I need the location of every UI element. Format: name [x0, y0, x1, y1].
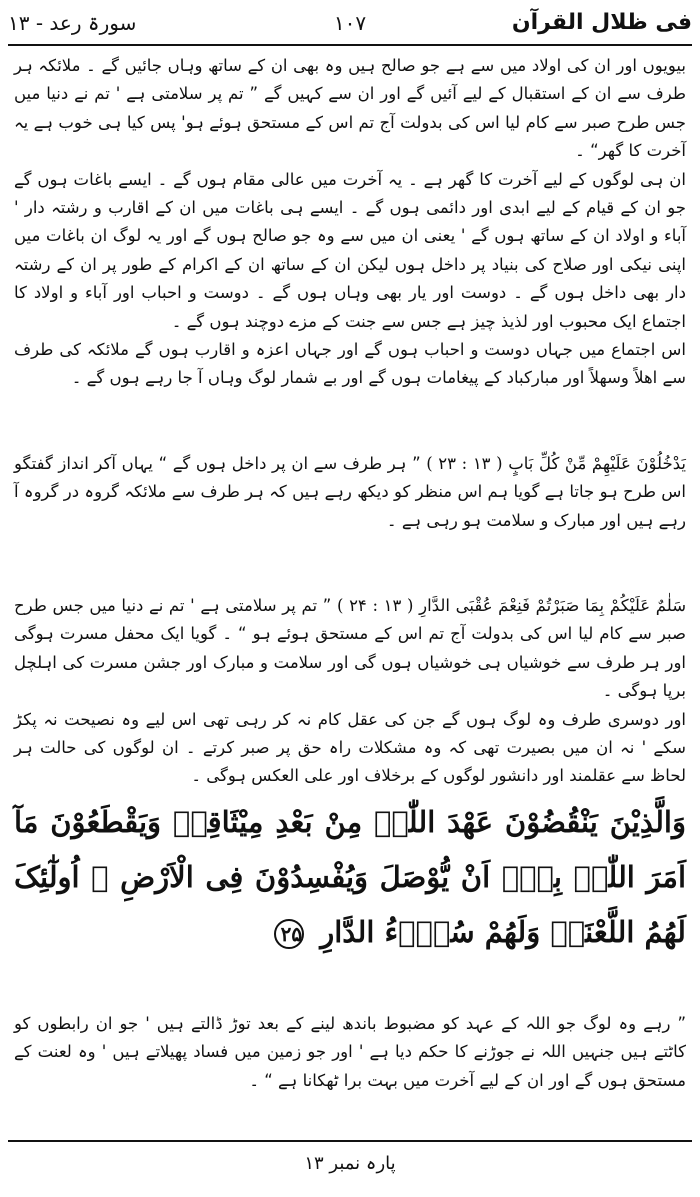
- commentary-verse-23: [14, 450, 686, 535]
- paragraph-verse-24: [14, 592, 686, 706]
- surah-label: سورۃ رعد - ۱۳: [8, 11, 137, 35]
- verse-24-ref: ( ۱۳ : ۲۴ ): [336, 596, 414, 615]
- page-header: [8, 6, 692, 46]
- footer-rule: [8, 1140, 692, 1142]
- page-number: ۱۰۷: [333, 11, 367, 35]
- page-footer: [0, 1148, 700, 1180]
- verse-24-commentary: ” تم پر سلامتی ہے ' تم نے دنیا میں جس طرح صبر سے کام لیا اس کی بدولت آج تم اس کے مستحق ہوئے ہو “ ۔ گویا ایک محفل مسرت ہوگی اور ہر طرف سے خوشیاں ہی خوشیاں ہوں گی اور سلامت و مبارک اور جشن مسرت کی اہلچل برپا ہوگی ۔: [14, 596, 686, 701]
- book-title: فی ظلال القرآن: [511, 10, 692, 35]
- verse-23-ref: ( ۱۳ : ۲۳ ): [426, 454, 503, 473]
- verse-24-arabic: سَلٰمٌ عَلَیْکُمْ بِمَا صَبَرْتُمْ فَنِعْمَ عُقْبَی الدَّارِ: [419, 596, 687, 615]
- paragraph-3: اس اجتماع میں جہاں دوست و احباب ہوں گے اور جہاں اعزہ و اقارب ہوں گے ملائکہ کی طرف سے اھلاً وسھلاً اور مبارکباد کے پیغامات ہوں گے اور بے شمار لوگ وہاں آ جا رہے ہوں گے ۔: [14, 340, 686, 388]
- paragraph-other-side: اور دوسری طرف وہ لوگ ہوں گے جن کی عقل کام نہ کر رہی تھی اس لیے وہ نصیحت نہ پکڑ سکے ' نہ ان میں بصیرت تھی کہ وہ مشکلات راہ حق پر صبر کرتے ۔ ان لوگوں کی حالت ہر لحاظ سے عقلمند اور دانشور لوگوں کے برخلاف اور علی العکس ہوگی ۔: [14, 709, 686, 786]
- quran-verse-text: وَالَّذِیْنَ یَنْقُضُوْنَ عَھْدَ اللّٰہِ مِنْ بَعْدِ مِیْثَاقِہٖ وَیَقْطَعُوْنَ مَآ اَمَرَ اللّٰہُ بِہٖٓ اَنْ یُّوْصَلَ وَیُفْسِدُوْنَ فِی الْاَرْضِ ۙ اُولٰٓئِکَ لَھُمُ اللَّعْنَۃُ وَلَھُمْ سُوْۗءُ الدَّارِ: [14, 805, 686, 949]
- paragraph-1: بیویوں اور ان کی اولاد میں سے ہے جو صالح ہیں وہ بھی ان کے ساتھ وہاں جائیں گے ۔ ملائکہ ہر طرف سے ان کے استقبال کے لیے آئیں گے اور ان سے کہیں گے ” تم پر سلامتی ہے ' تم نے دنیا میں جس طرح صبر سے کام لیا اس کی بدولت آج تم اس کے مستحق ہوئے ہو' پس کیا ہی خوب ہے یہ آخرت کا گھر“ ۔: [14, 56, 686, 161]
- verse-23-arabic: یَدْخُلُوْنَ عَلَیْھِمْ مِّنْ کُلِّ بَابٍ: [508, 454, 686, 473]
- verse-25-translation: ” رہے وہ لوگ جو اللہ کے عہد کو مضبوط باندھ لینے کے بعد توڑ ڈالتے ہیں ' جو ان رابطوں کو کاٹتے ہیں جنہیں اللہ نے جوڑنے کا حکم دیا ہے ' اور جو زمین میں فساد پھیلاتے ہیں ' وہ لعنت کے مستحق ہوں گے اور ان کے لیے آخرت میں بہت برا ٹھکانا ہے “ ۔: [14, 1014, 686, 1090]
- header-rule: [8, 44, 692, 46]
- paragraph-2: ان ہی لوگوں کے لیے آخرت کا گھر ہے ۔ یہ آخرت میں عالی مقام ہوں گے ۔ ایسے باغات ہوں گے جو ان کے قیام کے لیے ابدی اور دائمی ہوں گے ۔ ایسے ہی باغات میں ان کے اقارب و رشتہ دار ' آباء و اولاد ان کے ساتھ ہوں گے ' یعنی ان میں سے وہ جو صالح ہوں گے اور یہ لوگ ان باغات میں اپنی نیکی اور صلاح کی بنیاد پر داخل ہوں لیکن ان کے ساتھ ان کے اکرام کے طور پر ان کے رشتہ دار بھی داخل ہوں گے ۔ دوست اور یار بھی وہاں ہوں گے ۔ دوست و احباب اور آباء و اولاد کا اجتماع ایک محبوب اور لذیذ چیز ہے جس سے جنت کے مزے دوچند ہوں گے ۔: [14, 169, 686, 331]
- commentary-top: [14, 52, 686, 393]
- quran-verse-25: [14, 795, 686, 960]
- translation-block: [14, 1010, 686, 1095]
- commentary-verse-24: [14, 592, 686, 791]
- para-number-label: پارہ نمبر ۱۳: [304, 1153, 396, 1174]
- paragraph-verse-23: [14, 450, 686, 535]
- ayah-end-marker: ۲۵: [274, 919, 304, 949]
- verse-23-commentary: ” ہر طرف سے ان پر داخل ہوں گے “ یہاں آکر انداز گفتگو اس طرح ہو جاتا ہے گویا ہم اس منظر کو دیکھ رہے ہیں کہ ہر طرف سے ملائکہ گروہ در گروہ آ رہے ہیں اور مبارک و سلامت ہو رہی ہے ۔: [14, 454, 686, 530]
